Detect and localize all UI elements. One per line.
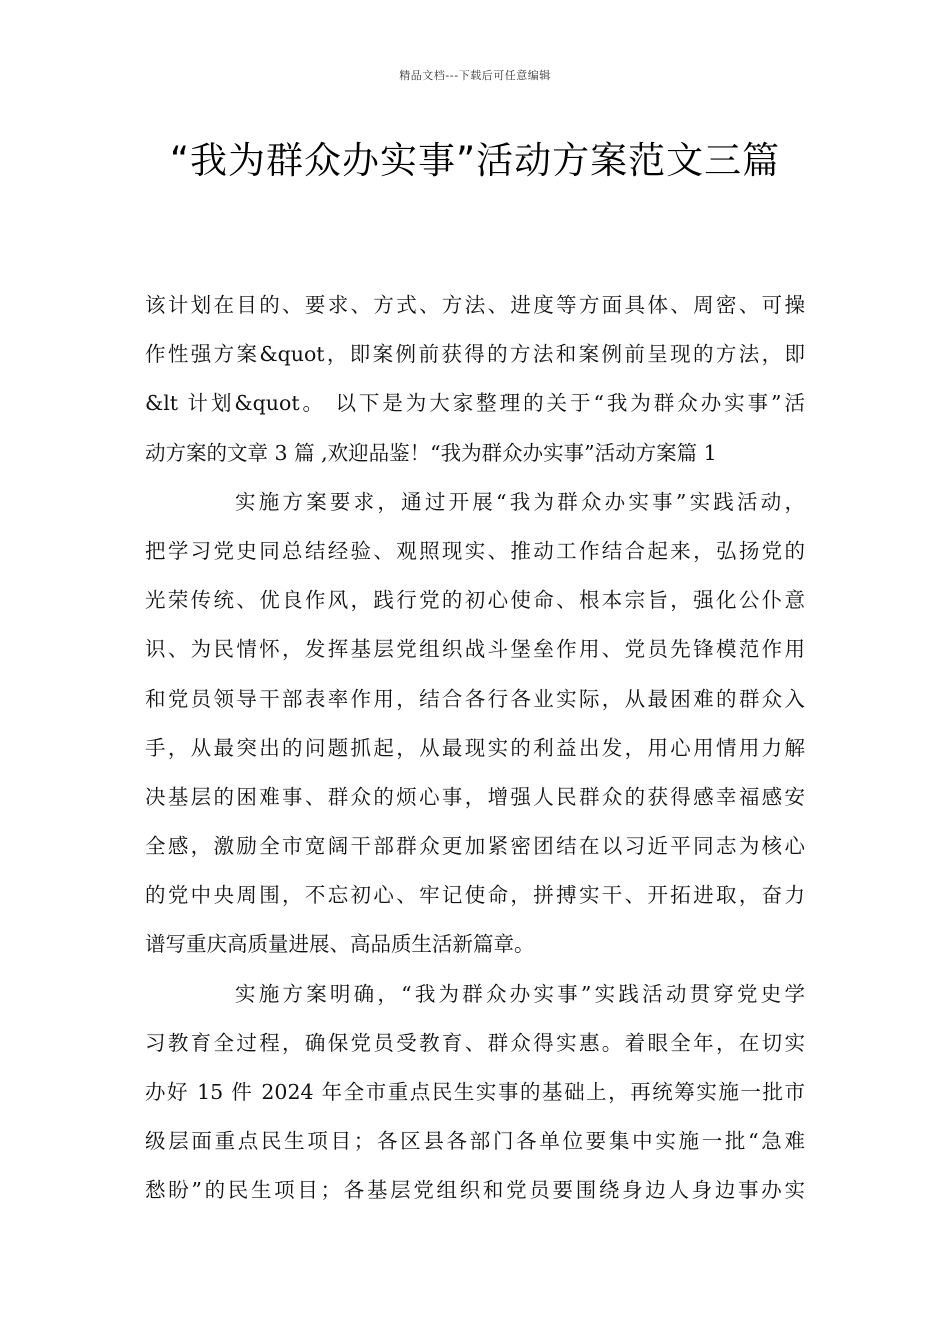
paragraph-line: 谱写重庆高质量进展、高品质生活新篇章。	[145, 932, 535, 957]
paragraph-line: 全感，激励全市宽阔干部群众更加紧密团结在以习近平同志为核心	[145, 834, 805, 859]
paragraph-line: 习教育全过程，确保党员受教育、群众得实惠。着眼全年，在切实	[145, 1030, 805, 1055]
paragraph-line: 实施方案明确，“我为群众办实事”实践活动贯穿党史学	[235, 981, 805, 1006]
paragraph-line: 识、为民情怀，发挥基层党组织战斗堡垒作用、党员先锋模范作用	[145, 637, 805, 662]
paragraph-line: 手，从最突出的问题抓起，从最现实的利益出发，用心用情用力解	[145, 735, 805, 760]
paragraph-line: 该计划在目的、要求、方式、方法、进度等方面具体、周密、可操	[145, 293, 805, 317]
paragraph-line: 愁盼”的民生项目；各基层党组织和党员要围绕身边人身边事办实	[145, 1178, 805, 1203]
paragraph-line: &lt 计划&quot。 以下是为大家整理的关于“我为群众办实事”活	[145, 391, 805, 416]
paragraph-line: 把学习党史同总结经验、观照现实、推动工作结合起来，弘扬党的	[145, 538, 805, 563]
paragraph-line: 作性强方案&quot，即案例前获得的方法和案例前呈现的方法，即	[145, 342, 805, 367]
document-body	[145, 281, 805, 1216]
paragraph-2	[145, 478, 805, 970]
paragraph-line: 动方案的文章 3 篇 ,欢迎品鉴！“我为群众办实事”活动方案篇 1	[145, 440, 717, 465]
paragraph-3	[145, 970, 805, 1216]
header-note: 精品文档---下载后可任意编辑	[399, 69, 551, 82]
paragraph-line: 级层面重点民生项目；各区县各部门各单位要集中实施一批“急难	[145, 1129, 805, 1154]
paragraph-line: 办好 15 件 2024 年全市重点民生实事的基础上，再统筹实施一批市	[145, 1080, 805, 1104]
paragraph-line: 实施方案要求，通过开展“我为群众办实事”实践活动，	[235, 489, 805, 514]
paragraph-line: 和党员领导干部表率作用，结合各行各业实际，从最困难的群众入	[145, 686, 805, 711]
paragraph-line: 光荣传统、优良作风，践行党的初心使命、根本宗旨，强化公仆意	[145, 588, 805, 613]
paragraph-1	[145, 281, 805, 478]
document-title: “我为群众办实事”活动方案范文三篇	[169, 139, 781, 182]
paragraph-line: 决基层的困难事、群众的烦心事，增强人民群众的获得感幸福感安	[145, 784, 805, 809]
paragraph-line: 的党中央周围，不忘初心、牢记使命，拼搏实干、开拓进取，奋力	[145, 883, 805, 908]
